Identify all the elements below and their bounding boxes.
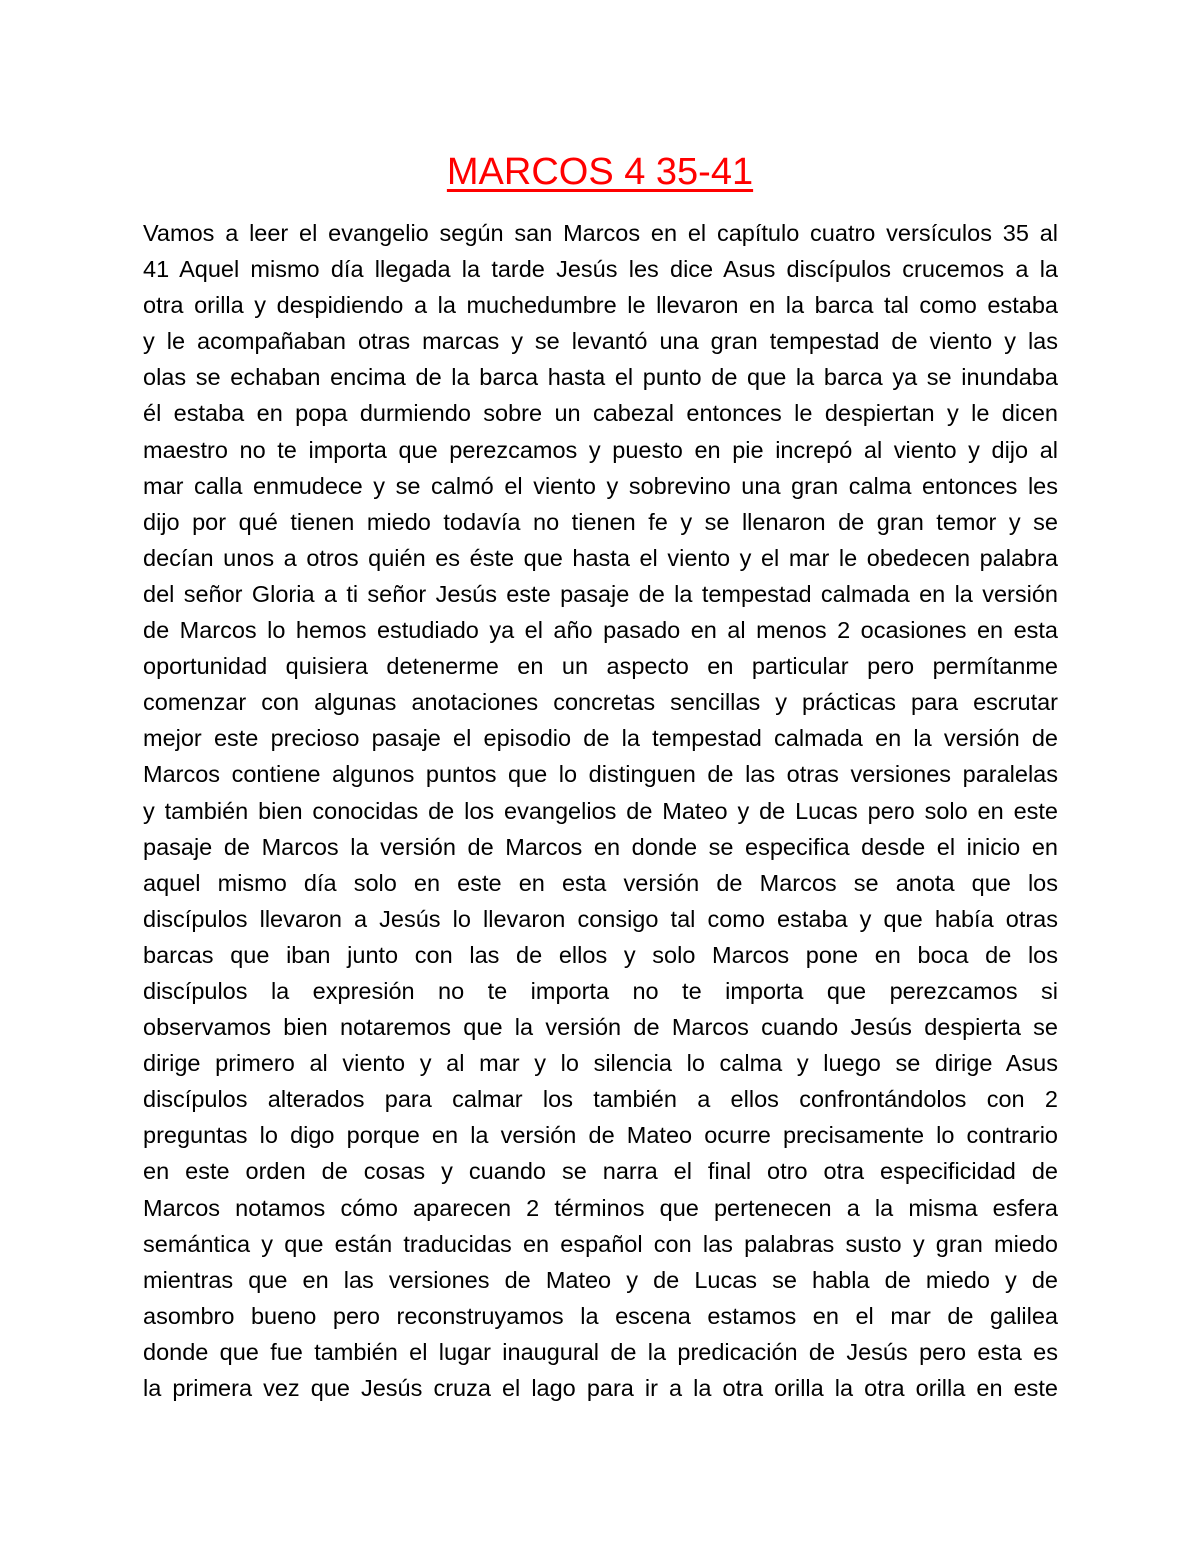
body-line: Marcos notamos cómo aparecen 2 términos que pertenecen a la misma esfera	[143, 1194, 1058, 1221]
body-line: oportunidad quisiera detenerme en un aspecto en particular pero permítanme	[143, 653, 1058, 680]
body-line: la primera vez que Jesús cruza el lago para ir a la otra orilla la otra orilla en este	[143, 1375, 1058, 1401]
body-line: olas se echaban encima de la barca hasta el punto de que la barca ya se inundaba	[143, 364, 1058, 391]
body-line: dijo por qué tienen miedo todavía no tienen fe y se llenaron de gran temor y se	[143, 508, 1058, 535]
body-line: y también bien conocidas de los evangelios de Mateo y de Lucas pero solo en este	[143, 797, 1058, 824]
body-line: preguntas lo digo porque en la versión de Mateo ocurre precisamente lo contrario	[143, 1122, 1058, 1149]
body-line: decían unos a otros quién es éste que hasta el viento y el mar le obedecen palabra	[143, 544, 1058, 571]
body-line: de Marcos lo hemos estudiado ya el año pasado en al menos 2 ocasiones en esta	[143, 617, 1058, 644]
body-line: discípulos llevaron a Jesús lo llevaron consigo tal como estaba y que había otras	[143, 905, 1058, 932]
body-line: mientras que en las versiones de Mateo y de Lucas se habla de miedo y de	[143, 1266, 1058, 1293]
body-line: 41 Aquel mismo día llegada la tarde Jesús les dice Asus discípulos crucemos a la	[143, 256, 1058, 283]
body-line: maestro no te importa que perezcamos y puesto en pie increpó al viento y dijo al	[143, 436, 1058, 463]
document-title: MARCOS 4 35-41	[446, 151, 754, 193]
body-line: aquel mismo día solo en este en esta versión de Marcos se anota que los	[143, 869, 1058, 896]
document-body	[143, 215, 1058, 1406]
body-line: del señor Gloria a ti señor Jesús este pasaje de la tempestad calmada en la versión	[143, 580, 1058, 607]
body-line: él estaba en popa durmiendo sobre un cabezal entonces le despiertan y le dicen	[143, 400, 1058, 427]
body-line: en este orden de cosas y cuando se narra el final otro otra especificidad de	[143, 1158, 1058, 1185]
body-line: Marcos contiene algunos puntos que lo distinguen de las otras versiones paralelas	[143, 761, 1058, 788]
body-line: discípulos alterados para calmar los también a ellos confrontándolos con 2	[143, 1086, 1058, 1113]
body-line: observamos bien notaremos que la versión de Marcos cuando Jesús despierta se	[143, 1014, 1058, 1041]
body-line: discípulos la expresión no te importa no te importa que perezcamos si	[143, 977, 1058, 1004]
body-line: Vamos a leer el evangelio según san Marcos en el capítulo cuatro versículos 35 al	[143, 220, 1058, 246]
body-line: mar calla enmudece y se calmó el viento y sobrevino una gran calma entonces les	[143, 472, 1058, 499]
body-line: barcas que iban junto con las de ellos y solo Marcos pone en boca de los	[143, 941, 1058, 968]
body-line: comenzar con algunas anotaciones concretas sencillas y prácticas para escrutar	[143, 689, 1058, 716]
body-line: mejor este precioso pasaje el episodio de la tempestad calmada en la versión de	[143, 725, 1058, 752]
body-line: donde que fue también el lugar inaugural de la predicación de Jesús pero esta es	[143, 1338, 1058, 1365]
body-line: semántica y que están traducidas en español con las palabras susto y gran miedo	[143, 1230, 1058, 1257]
body-line: dirige primero al viento y al mar y lo silencia lo calma y luego se dirige Asus	[143, 1050, 1058, 1077]
body-line: pasaje de Marcos la versión de Marcos en donde se especifica desde el inicio en	[143, 833, 1058, 860]
body-line: asombro bueno pero reconstruyamos la escena estamos en el mar de galilea	[143, 1302, 1058, 1329]
body-line: otra orilla y despidiendo a la muchedumbre le llevaron en la barca tal como estaba	[143, 292, 1058, 319]
body-line: y le acompañaban otras marcas y se levantó una gran tempestad de viento y las	[143, 328, 1058, 355]
